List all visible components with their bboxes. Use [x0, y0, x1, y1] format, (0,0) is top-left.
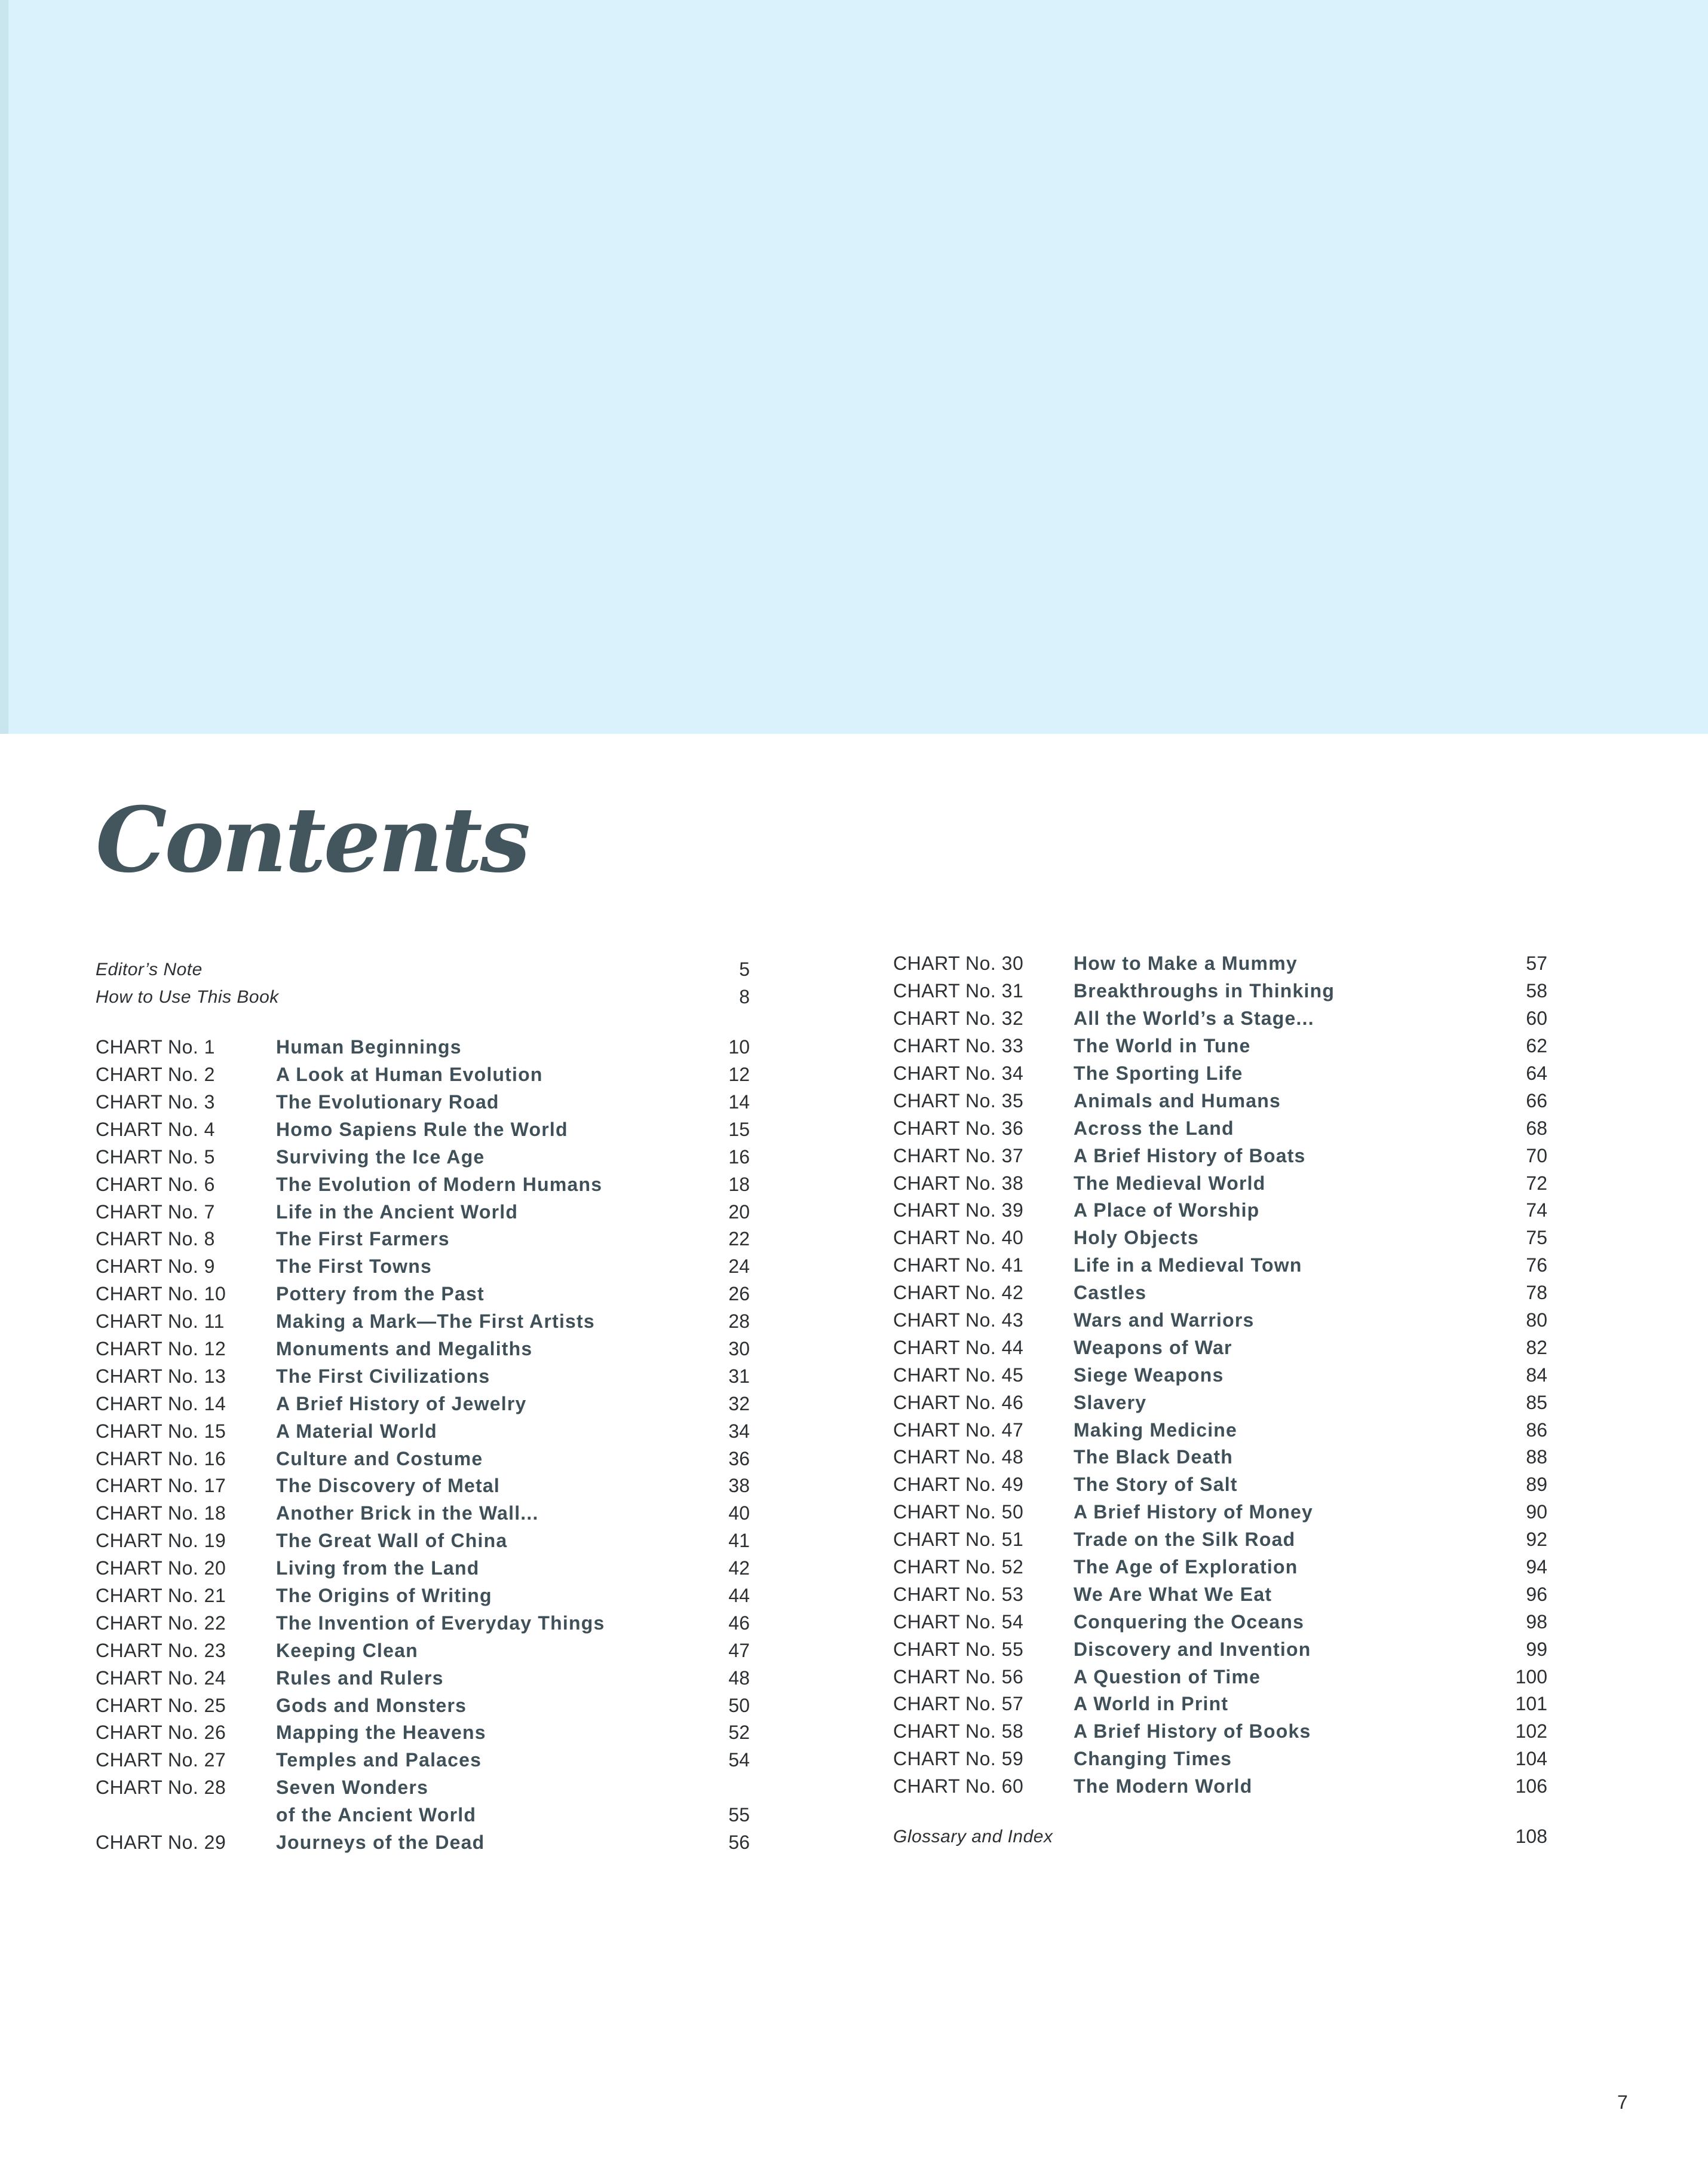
chart-page: 54	[728, 1749, 750, 1771]
chart-page: 64	[1526, 1062, 1547, 1084]
chart-page: 84	[1526, 1364, 1547, 1386]
chart-page: 20	[728, 1201, 750, 1223]
toc-chart-entry[interactable]	[96, 1527, 750, 1555]
chart-number: CHART No. 10	[96, 1283, 226, 1305]
chart-page: 14	[728, 1091, 750, 1113]
chart-number: CHART No. 7	[96, 1201, 215, 1223]
chart-page: 82	[1526, 1336, 1547, 1358]
toc-chart-entry[interactable]	[96, 1281, 750, 1308]
chart-number: CHART No. 14	[96, 1392, 226, 1414]
chart-title-line2: of the Ancient World	[276, 1804, 477, 1826]
toc-chart-entry[interactable]	[893, 1691, 1547, 1718]
chart-page: 70	[1526, 1144, 1547, 1166]
chart-number: CHART No. 38	[893, 1172, 1024, 1194]
toc-chart-entry[interactable]	[893, 1307, 1547, 1334]
toc-chart-entry[interactable]	[96, 1445, 750, 1472]
chart-title: The Modern World	[1074, 1775, 1253, 1797]
toc-chart-entry[interactable]	[893, 1169, 1547, 1197]
chart-title: The World in Tune	[1074, 1035, 1251, 1057]
chart-page: 26	[728, 1283, 750, 1305]
chart-title: Slavery	[1074, 1391, 1147, 1413]
toc-chart-entry[interactable]	[96, 1637, 750, 1664]
chart-title: A Look at Human Evolution	[276, 1064, 543, 1086]
toc-chart-entry[interactable]	[96, 1034, 750, 1061]
chart-page: 62	[1526, 1035, 1547, 1057]
chart-title: Castles	[1074, 1282, 1147, 1304]
chart-title: Surviving the Ice Age	[276, 1146, 485, 1168]
chart-page: 94	[1526, 1556, 1547, 1578]
chart-number: CHART No. 58	[893, 1720, 1024, 1742]
chart-page: 46	[728, 1612, 750, 1634]
chart-title: Holy Objects	[1074, 1227, 1200, 1249]
chart-title: The First Civilizations	[276, 1365, 490, 1387]
toc-chart-entry[interactable]	[893, 1663, 1547, 1691]
chart-page: 72	[1526, 1172, 1547, 1194]
toc-chart-entry[interactable]	[893, 1581, 1547, 1608]
chart-page: 60	[1526, 1007, 1547, 1030]
chart-number: CHART No. 9	[96, 1255, 215, 1278]
chart-page: 42	[728, 1557, 750, 1579]
chart-number: CHART No. 44	[893, 1336, 1024, 1358]
chart-title: Discovery and Invention	[1074, 1638, 1311, 1660]
entry-page: 8	[739, 986, 750, 1008]
chart-title: Mapping the Heavens	[276, 1722, 486, 1744]
toc-chart-entry[interactable]	[96, 1116, 750, 1143]
chart-title: Human Beginnings	[276, 1036, 462, 1058]
chart-page: 32	[728, 1392, 750, 1414]
chart-number: CHART No. 25	[96, 1694, 226, 1716]
chart-number: CHART No. 31	[893, 980, 1024, 1002]
toc-chart-entry[interactable]	[96, 1143, 750, 1171]
toc-chart-entry[interactable]	[893, 1416, 1547, 1444]
chart-page: 92	[1526, 1529, 1547, 1551]
chart-number: CHART No. 32	[893, 1007, 1024, 1030]
chart-title: Across the Land	[1074, 1117, 1234, 1139]
chart-title: Rules and Rulers	[276, 1667, 444, 1689]
spacer	[96, 1011, 750, 1034]
chart-number: CHART No. 17	[96, 1475, 226, 1497]
chart-page: 47	[728, 1639, 750, 1661]
toc-chart-entry[interactable]	[893, 1033, 1547, 1060]
toc-chart-entry[interactable]	[96, 1308, 750, 1336]
chart-number: CHART No. 37	[893, 1144, 1024, 1166]
chart-page: 28	[728, 1310, 750, 1333]
toc-chart-entry[interactable]	[96, 1500, 750, 1527]
chart-number: CHART No. 2	[96, 1064, 215, 1086]
chart-number: CHART No. 40	[893, 1227, 1024, 1249]
chart-page: 34	[728, 1420, 750, 1442]
toc-chart-entry[interactable]	[96, 1664, 750, 1692]
chart-title: Homo Sapiens Rule the World	[276, 1118, 568, 1140]
chart-title: Gods and Monsters	[276, 1694, 467, 1716]
chart-number: CHART No. 46	[893, 1391, 1024, 1413]
toc-chart-entry[interactable]	[893, 1005, 1547, 1033]
chart-number: CHART No. 50	[893, 1501, 1024, 1523]
chart-number: CHART No. 22	[96, 1612, 226, 1634]
chart-title: Changing Times	[1074, 1748, 1232, 1770]
chart-title: Making a Mark—The First Artists	[276, 1310, 595, 1333]
chart-title: Conquering the Oceans	[1074, 1610, 1305, 1633]
chart-page: 44	[728, 1585, 750, 1607]
chart-title: Keeping Clean	[276, 1639, 418, 1661]
toc-chart-entry[interactable]	[96, 1747, 750, 1774]
toc-chart-entry-continued[interactable]	[96, 1802, 750, 1829]
chart-title: The Sporting Life	[1074, 1062, 1243, 1084]
toc-chart-entry[interactable]	[893, 1444, 1547, 1471]
toc-chart-entry[interactable]	[96, 1226, 750, 1253]
toc-chart-entry[interactable]	[96, 1061, 750, 1089]
toc-chart-entry[interactable]	[96, 1582, 750, 1610]
chart-number: CHART No. 21	[96, 1585, 226, 1607]
chart-page: 41	[728, 1530, 750, 1552]
chart-title: The Great Wall of China	[276, 1530, 508, 1552]
contents-right-column	[893, 950, 1547, 1851]
chart-title: Wars and Warriors	[1074, 1309, 1255, 1331]
chart-number: CHART No. 52	[893, 1556, 1024, 1578]
chart-page: 80	[1526, 1309, 1547, 1331]
chart-title: The Invention of Everyday Things	[276, 1612, 605, 1634]
chart-number: CHART No. 18	[96, 1502, 226, 1524]
toc-chart-entry[interactable]	[96, 1774, 750, 1802]
chart-title: A Place of Worship	[1074, 1199, 1260, 1221]
toc-chart-entry[interactable]	[893, 1389, 1547, 1416]
page-number: 7	[1617, 2091, 1628, 2113]
chart-page: 48	[728, 1667, 750, 1689]
chart-number: CHART No. 54	[893, 1610, 1024, 1633]
toc-chart-entry[interactable]	[96, 1089, 750, 1116]
chart-title: The Origins of Writing	[276, 1585, 492, 1607]
toc-chart-entry[interactable]	[893, 1252, 1547, 1279]
header-color-band	[0, 0, 1708, 734]
toc-chart-entry[interactable]	[96, 1609, 750, 1637]
chart-page: 58	[1526, 980, 1547, 1002]
chart-page: 106	[1515, 1775, 1547, 1797]
toc-chart-list-right	[893, 950, 1547, 1800]
toc-chart-entry[interactable]	[893, 1142, 1547, 1169]
toc-chart-entry[interactable]	[893, 1334, 1547, 1361]
chart-page: 16	[728, 1146, 750, 1168]
toc-front-entry[interactable]	[96, 956, 750, 984]
chart-title: The Evolution of Modern Humans	[276, 1173, 603, 1195]
toc-chart-entry[interactable]	[893, 1773, 1547, 1800]
chart-number: CHART No. 57	[893, 1693, 1024, 1715]
chart-number: CHART No. 60	[893, 1775, 1024, 1797]
chart-number: CHART No. 36	[893, 1117, 1024, 1139]
chart-title: A Brief History of Money	[1074, 1501, 1313, 1523]
toc-chart-list-left	[96, 1034, 750, 1857]
chart-number: CHART No. 4	[96, 1118, 215, 1140]
chart-page: 76	[1526, 1254, 1547, 1276]
chart-title: A Material World	[276, 1420, 437, 1442]
chart-number: CHART No. 41	[893, 1254, 1024, 1276]
chart-page: 78	[1526, 1282, 1547, 1304]
chart-page: 57	[1526, 953, 1547, 975]
chart-title: How to Make a Mummy	[1074, 953, 1298, 975]
toc-chart-entry[interactable]	[893, 1471, 1547, 1499]
entry-label: How to Use This Book	[96, 987, 279, 1007]
chart-page: 56	[728, 1832, 750, 1854]
chart-number: CHART No. 53	[893, 1583, 1024, 1605]
chart-page: 55	[728, 1804, 750, 1826]
toc-chart-entry[interactable]	[893, 1526, 1547, 1554]
chart-title: Journeys of the Dead	[276, 1832, 485, 1854]
chart-title: The Age of Exploration	[1074, 1556, 1298, 1578]
toc-back-entry[interactable]	[893, 1823, 1547, 1851]
chart-title: A Brief History of Jewelry	[276, 1392, 527, 1414]
chart-page: 98	[1526, 1610, 1547, 1633]
chart-page: 85	[1526, 1391, 1547, 1413]
toc-chart-entry[interactable]	[893, 1636, 1547, 1663]
chart-page: 50	[728, 1694, 750, 1716]
chart-number: CHART No. 30	[893, 953, 1024, 975]
chart-number: CHART No. 1	[96, 1036, 215, 1058]
toc-chart-entry[interactable]	[96, 1390, 750, 1417]
chart-page: 22	[728, 1228, 750, 1250]
chart-title: The First Towns	[276, 1255, 432, 1278]
chart-page: 52	[728, 1722, 750, 1744]
chart-number: CHART No. 19	[96, 1530, 226, 1552]
chart-page: 99	[1526, 1638, 1547, 1660]
chart-number: CHART No. 49	[893, 1474, 1024, 1496]
chart-title: Breakthroughs in Thinking	[1074, 980, 1335, 1002]
entry-label: Glossary and Index	[893, 1826, 1053, 1846]
entry-page: 108	[1515, 1826, 1547, 1848]
chart-number: CHART No. 20	[96, 1557, 226, 1579]
chart-page: 31	[728, 1365, 750, 1387]
chart-page: 88	[1526, 1446, 1547, 1468]
chart-page: 90	[1526, 1501, 1547, 1523]
toc-chart-entry[interactable]	[893, 1197, 1547, 1224]
chart-number: CHART No. 56	[893, 1665, 1024, 1688]
chart-page: 18	[728, 1173, 750, 1195]
chart-number: CHART No. 33	[893, 1035, 1024, 1057]
chart-title: All the World’s a Stage...	[1074, 1007, 1314, 1030]
chart-number: CHART No. 39	[893, 1199, 1024, 1221]
chart-number: CHART No. 42	[893, 1282, 1024, 1304]
chart-title: The Evolutionary Road	[276, 1091, 499, 1113]
chart-page: 100	[1515, 1665, 1547, 1688]
chart-page: 10	[728, 1036, 750, 1058]
spacer	[893, 1800, 1547, 1823]
chart-title: Temples and Palaces	[276, 1749, 482, 1771]
toc-chart-entry[interactable]	[893, 950, 1547, 978]
chart-number: CHART No. 6	[96, 1173, 215, 1195]
chart-title: Life in a Medieval Town	[1074, 1254, 1302, 1276]
toc-chart-entry[interactable]	[893, 1361, 1547, 1389]
chart-title: Animals and Humans	[1074, 1089, 1281, 1111]
chart-title: We Are What We Eat	[1074, 1583, 1272, 1605]
chart-page: 30	[728, 1338, 750, 1360]
chart-page: 101	[1515, 1693, 1547, 1715]
chart-title: Trade on the Silk Road	[1074, 1529, 1296, 1551]
toc-chart-entry[interactable]	[893, 1499, 1547, 1526]
chart-title: The Medieval World	[1074, 1172, 1266, 1194]
chart-title: Culture and Costume	[276, 1447, 483, 1469]
chart-number: CHART No. 13	[96, 1365, 226, 1387]
toc-chart-entry[interactable]	[893, 1608, 1547, 1636]
chart-number: CHART No. 51	[893, 1529, 1024, 1551]
chart-title: The Discovery of Metal	[276, 1475, 500, 1497]
toc-chart-entry[interactable]	[893, 1718, 1547, 1745]
chart-number: CHART No. 48	[893, 1446, 1024, 1468]
toc-chart-entry[interactable]	[893, 1554, 1547, 1581]
chart-page: 96	[1526, 1583, 1547, 1605]
entry-page: 5	[739, 958, 750, 981]
chart-number: CHART No. 8	[96, 1228, 215, 1250]
chart-page: 40	[728, 1502, 750, 1524]
toc-chart-entry[interactable]	[96, 1417, 750, 1445]
toc-chart-entry[interactable]	[893, 1114, 1547, 1142]
chart-number: CHART No. 12	[96, 1338, 226, 1360]
chart-number: CHART No. 28	[96, 1777, 226, 1799]
chart-number: CHART No. 35	[893, 1089, 1024, 1111]
chart-number: CHART No. 59	[893, 1748, 1024, 1770]
chart-page: 86	[1526, 1419, 1547, 1441]
chart-number: CHART No. 11	[96, 1310, 225, 1333]
chart-title: Weapons of War	[1074, 1336, 1232, 1358]
chart-number: CHART No. 34	[893, 1062, 1024, 1084]
chart-title: Another Brick in the Wall...	[276, 1502, 539, 1524]
chart-number: CHART No. 27	[96, 1749, 226, 1771]
chart-number: CHART No. 43	[893, 1309, 1024, 1331]
chart-page: 24	[728, 1255, 750, 1278]
toc-chart-entry[interactable]	[96, 1253, 750, 1281]
toc-chart-entry[interactable]	[893, 1060, 1547, 1088]
toc-chart-entry[interactable]	[96, 1336, 750, 1363]
chart-page: 66	[1526, 1089, 1547, 1111]
toc-chart-entry[interactable]	[96, 1719, 750, 1747]
chart-number: CHART No. 24	[96, 1667, 226, 1689]
chart-number: CHART No. 5	[96, 1146, 215, 1168]
chart-page: 38	[728, 1475, 750, 1497]
toc-chart-entry[interactable]	[893, 1087, 1547, 1114]
contents-left-column	[96, 956, 750, 1857]
chart-page: 12	[728, 1064, 750, 1086]
chart-title: The Black Death	[1074, 1446, 1233, 1468]
toc-chart-entry[interactable]	[893, 1224, 1547, 1252]
toc-chart-entry[interactable]	[96, 1692, 750, 1719]
chart-page: 36	[728, 1447, 750, 1469]
chart-title: A Brief History of Boats	[1074, 1144, 1306, 1166]
chart-page: 74	[1526, 1199, 1547, 1221]
chart-title: Life in the Ancient World	[276, 1201, 519, 1223]
chart-number: CHART No. 16	[96, 1447, 226, 1469]
chart-title: Living from the Land	[276, 1557, 480, 1579]
chart-page: 75	[1526, 1227, 1547, 1249]
toc-chart-entry[interactable]	[96, 1171, 750, 1198]
chart-title: A Question of Time	[1074, 1665, 1261, 1688]
chart-title: The First Farmers	[276, 1228, 450, 1250]
chart-title: Seven Wonders	[276, 1777, 429, 1799]
chart-number: CHART No. 29	[96, 1832, 226, 1854]
chart-page: 89	[1526, 1474, 1547, 1496]
chart-page: 102	[1515, 1720, 1547, 1742]
chart-title: Monuments and Megaliths	[276, 1338, 533, 1360]
toc-chart-entry[interactable]	[96, 1555, 750, 1582]
toc-chart-entry[interactable]	[96, 1198, 750, 1226]
chart-title: Siege Weapons	[1074, 1364, 1224, 1386]
toc-chart-entry[interactable]	[96, 1829, 750, 1857]
chart-title: A Brief History of Books	[1074, 1720, 1311, 1742]
toc-chart-entry[interactable]	[893, 978, 1547, 1005]
chart-number: CHART No. 3	[96, 1091, 215, 1113]
chart-number: CHART No. 47	[893, 1419, 1024, 1441]
entry-label: Editor’s Note	[96, 959, 203, 979]
chart-title: A World in Print	[1074, 1693, 1229, 1715]
chart-title: Making Medicine	[1074, 1419, 1238, 1441]
chart-number: CHART No. 45	[893, 1364, 1024, 1386]
toc-chart-entry[interactable]	[893, 1279, 1547, 1307]
toc-chart-entry[interactable]	[893, 1745, 1547, 1773]
chart-page: 68	[1526, 1117, 1547, 1139]
chart-number: CHART No. 55	[893, 1638, 1024, 1660]
chart-page: 15	[728, 1118, 750, 1140]
chart-number: CHART No. 15	[96, 1420, 226, 1442]
chart-page: 104	[1515, 1748, 1547, 1770]
chart-number: CHART No. 23	[96, 1639, 226, 1661]
page-title: Contents	[96, 788, 529, 893]
toc-front-entry[interactable]	[96, 984, 750, 1011]
chart-title: Pottery from the Past	[276, 1283, 485, 1305]
toc-chart-entry[interactable]	[96, 1472, 750, 1500]
toc-chart-entry[interactable]	[96, 1362, 750, 1390]
chart-number: CHART No. 26	[96, 1722, 226, 1744]
chart-title: The Story of Salt	[1074, 1474, 1238, 1496]
